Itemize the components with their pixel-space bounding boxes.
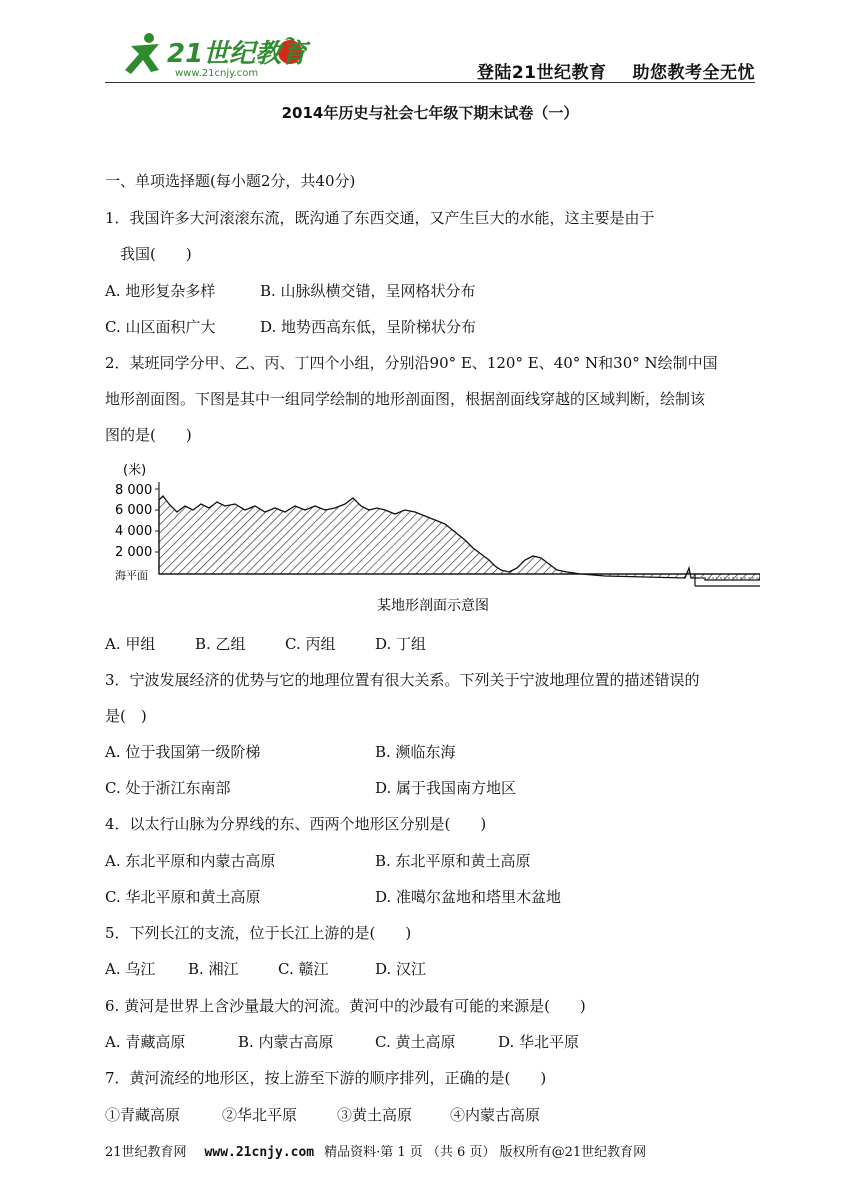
question-3: 3．宁波发展经济的优势与它的地理位置有很大关系。下列关于宁波地理位置的描述错误的	[105, 671, 700, 689]
footer-site: 21世纪教育网	[105, 1145, 187, 1160]
q3-option-a: A. 位于我国第一级阶梯	[105, 743, 261, 761]
logo	[115, 30, 315, 80]
running-figure-icon	[125, 33, 159, 74]
q3-option-b: B. 濒临东海	[375, 743, 456, 761]
question-5: 5．下列长江的支流，位于长江上游的是( )	[105, 924, 412, 942]
q2-option-b: B. 乙组	[195, 635, 246, 653]
question-1-cont: 我国( )	[120, 245, 192, 263]
q4-option-c: C. 华北平原和黄土高原	[105, 888, 261, 906]
q1-option-c: C. 山区面积广大	[105, 318, 216, 336]
y-axis-unit: (米)	[123, 463, 147, 478]
q3-option-d: D. 属于我国南方地区	[375, 779, 517, 797]
q4-option-b: B. 东北平原和黄土高原	[375, 852, 531, 870]
q4-option-a: A. 东北平原和内蒙古高原	[105, 852, 276, 870]
q5-option-d: D. 汉江	[375, 960, 427, 978]
terrain-profile	[159, 496, 760, 580]
q7-item-4: ④内蒙古高原	[450, 1106, 541, 1124]
page-header	[105, 30, 755, 82]
q1-option-d: D. 地势西高东低，呈阶梯状分布	[260, 318, 477, 336]
q1-option-a: A. 地形复杂多样	[105, 282, 216, 300]
q5-option-a: A. 乌江	[105, 960, 156, 978]
y-tick-6000: 6 000	[115, 503, 153, 518]
question-4: 4．以太行山脉为分界线的东、西两个地形区分别是( )	[105, 815, 487, 833]
y-tick-4000: 4 000	[115, 524, 153, 539]
q2-option-a: A. 甲组	[105, 635, 156, 653]
question-3-cont: 是( )	[105, 707, 147, 725]
footer-url: www.21cnjy.com	[204, 1145, 315, 1160]
question-6: 6. 黄河是世界上含沙量最大的河流。黄河中的沙最有可能的来源是( )	[105, 997, 586, 1015]
question-1: 1．我国许多大河滚滚东流，既沟通了东西交通，又产生巨大的水能，这主要是由于	[105, 209, 655, 227]
header-divider	[105, 82, 755, 83]
footer-page-info: 精品资料·第 1 页 （共 6 页） 版权所有@21世纪教育网	[324, 1145, 647, 1160]
q1-option-b: B. 山脉纵横交错，呈网格状分布	[260, 282, 476, 300]
y-tick-2000: 2 000	[115, 545, 153, 560]
header-slogan	[477, 58, 755, 83]
q7-item-3: ③黄土高原	[337, 1106, 413, 1124]
q6-option-d: D. 华北平原	[498, 1033, 580, 1051]
section-heading: 一、单项选择题(每小题2分，共40分)	[105, 172, 356, 190]
logo-url: www.21cnjy.com	[175, 68, 259, 79]
q4-option-d: D. 准噶尔盆地和塔里木盆地	[375, 888, 562, 906]
slogan-left: 登陆21世纪教育	[476, 63, 607, 83]
q6-option-c: C. 黄土高原	[375, 1033, 456, 1051]
q7-item-2: ②华北平原	[222, 1106, 298, 1124]
figure-caption: 某地形剖面示意图	[377, 598, 489, 614]
q2-option-c: C. 丙组	[285, 635, 336, 653]
q7-item-1: ①青藏高原	[105, 1106, 181, 1124]
question-2: 2．某班同学分甲、乙、丙、丁四个小组，分别沿90° E、120° E、40° N和30° N绘制中国	[105, 354, 718, 372]
slogan-right: 助您教考全无忧	[632, 63, 755, 83]
y-tick-8000: 8 000	[115, 483, 153, 498]
q3-option-c: C. 处于浙江东南部	[105, 779, 231, 797]
q5-option-b: B. 湘江	[188, 960, 239, 978]
page-footer	[105, 1141, 755, 1160]
page-title: 2014年历史与社会七年级下期末试卷（一）	[281, 104, 579, 122]
question-2-cont2: 图的是( )	[105, 426, 192, 444]
q6-option-b: B. 内蒙古高原	[238, 1033, 334, 1051]
question-7: 7．黄河流经的地形区，按上游至下游的顺序排列，正确的是( )	[105, 1069, 547, 1087]
question-2-cont: 地形剖面图。下图是其中一组同学绘制的地形剖面图，根据剖面线穿越的区域判断，绘制该	[105, 390, 706, 408]
q6-option-a: A. 青藏高原	[105, 1033, 186, 1051]
sea-level-label: 海平面	[115, 569, 148, 582]
terrain-profile-figure	[105, 460, 760, 620]
q2-option-d: D. 丁组	[375, 635, 427, 653]
logo-text: 21世纪教育	[167, 39, 308, 69]
q5-option-c: C. 赣江	[278, 960, 329, 978]
